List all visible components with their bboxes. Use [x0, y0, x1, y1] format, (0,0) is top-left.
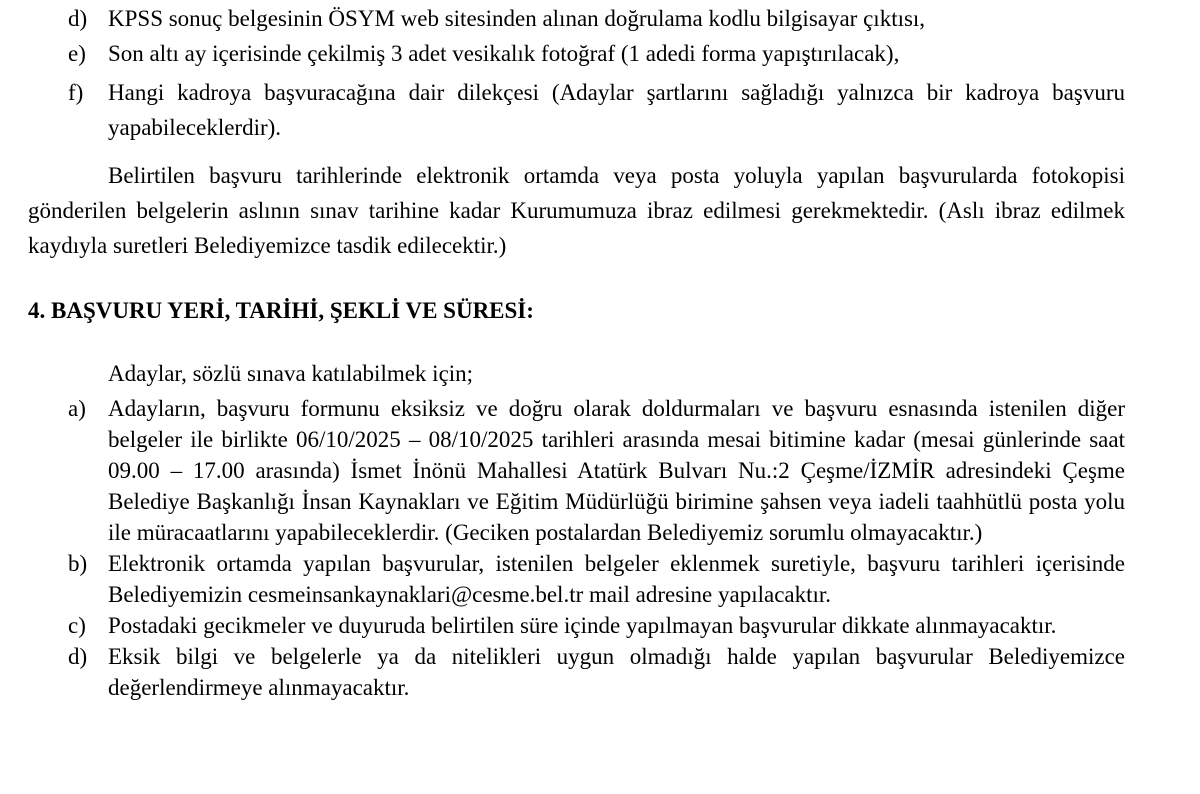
list-marker: c): [68, 613, 86, 638]
list-item-text: Eksik bilgi ve belgelerle ya da nitelikleri uygun olmadığı halde yapılan başvurular Belediyemizce değerlendirmeye alınmayacaktır.: [108, 644, 1125, 700]
list-item: [0, 641, 1200, 703]
list-item: [0, 38, 1200, 75]
list-marker: a): [68, 396, 86, 421]
list-item: [0, 3, 1200, 38]
list-item-text: Son altı ay içerisinde çekilmiş 3 adet vesikalık fotoğraf (1 adedi forma yapıştırılacak),: [108, 41, 900, 66]
list-item-text: Elektronik ortamda yapılan başvurular, istenilen belgeler eklenmek suretiyle, başvuru tarihleri içerisinde Belediyemizin cesmeinsankaynaklari@cesme.bel.tr mail adresine yapılacaktır.: [108, 551, 1125, 607]
list-item-text: Hangi kadroya başvuracağına dair dilekçesi (Adaylar şartlarını sağladığı yalnızca bir kadroya başvuru yapabileceklerdir).: [108, 80, 1125, 140]
list-item: [0, 393, 1200, 548]
list-item: [0, 75, 1200, 145]
body-paragraph: Belirtilen başvuru tarihlerinde elektronik ortamda veya posta yoluyla yapılan başvurularda fotokopisi gönderilen belgelerin aslının sınav tarihine kadar Kurumumuza ibraz edilmesi gerekmektedir. (Aslı ibraz edilmek kaydıyla suretleri Belediyemizce tasdik edilecektir.): [28, 163, 1125, 258]
list-item-text: Postadaki gecikmeler ve duyuruda belirtilen süre içinde yapılmayan başvurular dikkate alınmayacaktır.: [108, 613, 1057, 638]
list-marker: e): [68, 41, 86, 66]
list-item-text: Adayların, başvuru formunu eksiksiz ve doğru olarak doldurmaları ve başvuru esnasında istenilen diğer belgeler ile birlikte 06/10/2025 – 08/10/2025 tarihleri arasında mesai bitimine kadar (mesai günlerinde saat 09.00 – 17.00 arasında) İsmet İnönü Mahallesi Atatürk Bulvarı Nu.:2 Çeşme/İZMİR adresindeki Çeşme Belediye Başkanlığı İnsan Kaynakları ve Eğitim Müdürlüğü birimine şahsen veya iadeli taahhütlü posta yolu ile müracaatlarını yapabileceklerdir. (Geciken postalardan Belediyemiz sorumlu olmayacaktır.): [108, 396, 1125, 545]
list-marker: d): [68, 6, 88, 31]
list-item-text: KPSS sonuç belgesinin ÖSYM web sitesinden alınan doğrulama kodlu bilgisayar çıktısı,: [108, 6, 926, 31]
requirements-list: [0, 3, 1200, 145]
list-item: [0, 610, 1200, 641]
list-marker: f): [68, 80, 84, 105]
list-marker: d): [68, 644, 88, 669]
list-item: [0, 548, 1200, 610]
section-heading: 4. BAŞVURU YERİ, TARİHİ, ŞEKLİ VE SÜRESİ:: [28, 298, 534, 323]
application-rules-list: [0, 393, 1200, 703]
list-marker: b): [68, 551, 88, 576]
lead-text: Adaylar, sözlü sınava katılabilmek için;: [108, 361, 474, 386]
